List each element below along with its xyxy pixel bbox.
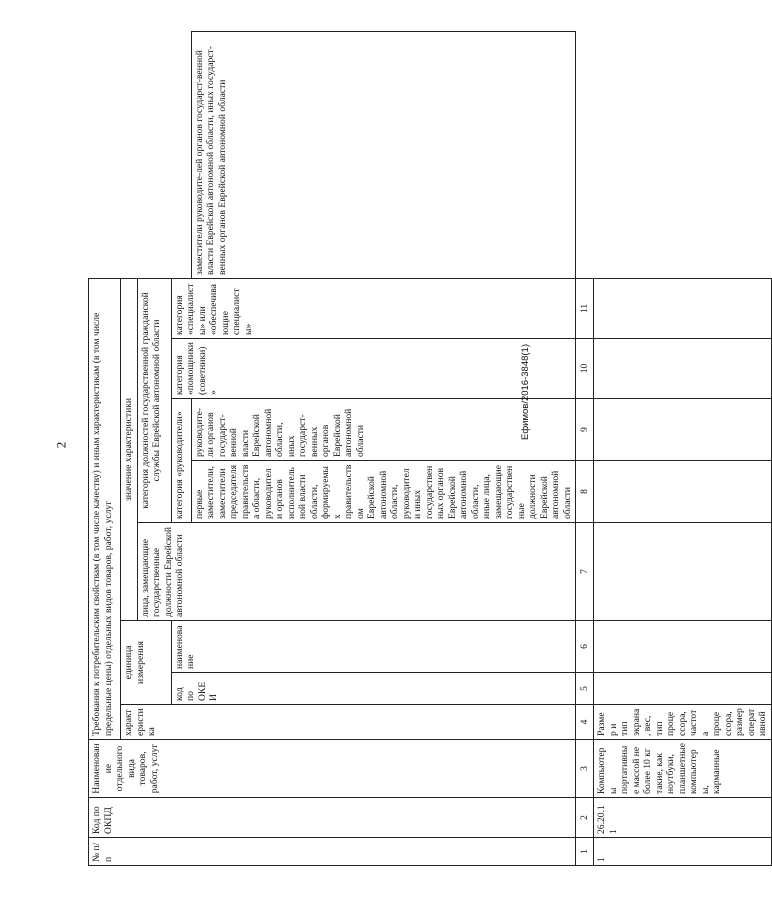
col-number: 11 [576,278,594,338]
col-number: 3 [576,740,594,798]
row-value-heads [594,461,772,523]
header-unit: единица измерения [121,621,172,705]
header-cat-heads: категория «руководители» [171,399,191,523]
col-number: 9 [576,399,594,461]
header-row-number: № п/п [89,838,576,866]
header-cat-assistants: категория «помощники (советники)» [171,339,576,399]
document-footer-code: Ефимов/2016-3848(1) [520,343,531,440]
row-value-persons [594,523,772,621]
page-number: 2 [53,441,69,449]
header-persons: лица, замещающие государственные должности Еврейской автономной области [137,523,576,621]
table-row [594,32,772,866]
row-okpd-code: 26.20.11 [594,798,772,838]
row-number: 1 [594,838,772,866]
col-number: 5 [576,673,594,705]
row-value-assistants [594,339,772,399]
header-civil-service: категория должностей государственной гражданской службы Еврейской автономной области [137,278,171,522]
header-characteristic: характеристика [121,705,576,740]
row-characteristic: Размер и тип экрана, вес, тип процессора, частота процессора, размер оперативной [594,705,772,740]
col-number: 10 [576,339,594,399]
header-deputy-heads: заместители руководите-лей органов государст-венной власти Еврейской автономной области, иных государст-венных органов Еврейской автономной области [191,32,576,279]
col-number: 2 [576,798,594,838]
col-number: 8 [576,461,594,523]
col-number: 6 [576,621,594,673]
row-product-name: Компьютеры портативные массой не более 10 кг такие, как ноутбуки, планшетные компьютеры, карманные [594,740,772,798]
header-cat-specialists: категория «специалисты» или «обеспечивающие специалисты» [171,278,576,338]
header-heads: руководите-ли органов государст-венной власти Еврейской автономной области, иных государст-венных органов Еврейской автономной области [191,399,576,461]
header-unit-name: наименование [171,621,576,673]
row-value-specialists [594,278,772,338]
header-okpd-code: Код по ОКПД [89,798,576,838]
col-number: 7 [576,523,594,621]
header-persons-detail: первые заместители, заместители председателя правительства области, руководители органов исполнительной власти области, формируемых правительством Еврейской автономной области, руководители иных государственных органов Еврейской автономной области, иные лица, замещающие государственные должности Еврейской автономной области [191,461,576,523]
row-unit-name [594,621,772,673]
col-number: 1 [576,838,594,866]
row-value-deputy-heads [594,399,772,461]
header-requirements: Требования к потребительским свойствам (в том числе качеству) и иным характеристикам (в том числе предельные цены) отдельных видов товаров, работ, услуг [89,278,121,739]
header-value: значение характеристики [121,278,138,620]
rotated-page-content [88,31,768,866]
requirements-table [88,31,772,866]
col-number: 4 [576,705,594,740]
header-product-name: Наименование отдельного вида товаров, работ, услуг [89,740,576,798]
header-okei-code: код по ОКЕИ [171,673,576,705]
row-okei-code [594,673,772,705]
